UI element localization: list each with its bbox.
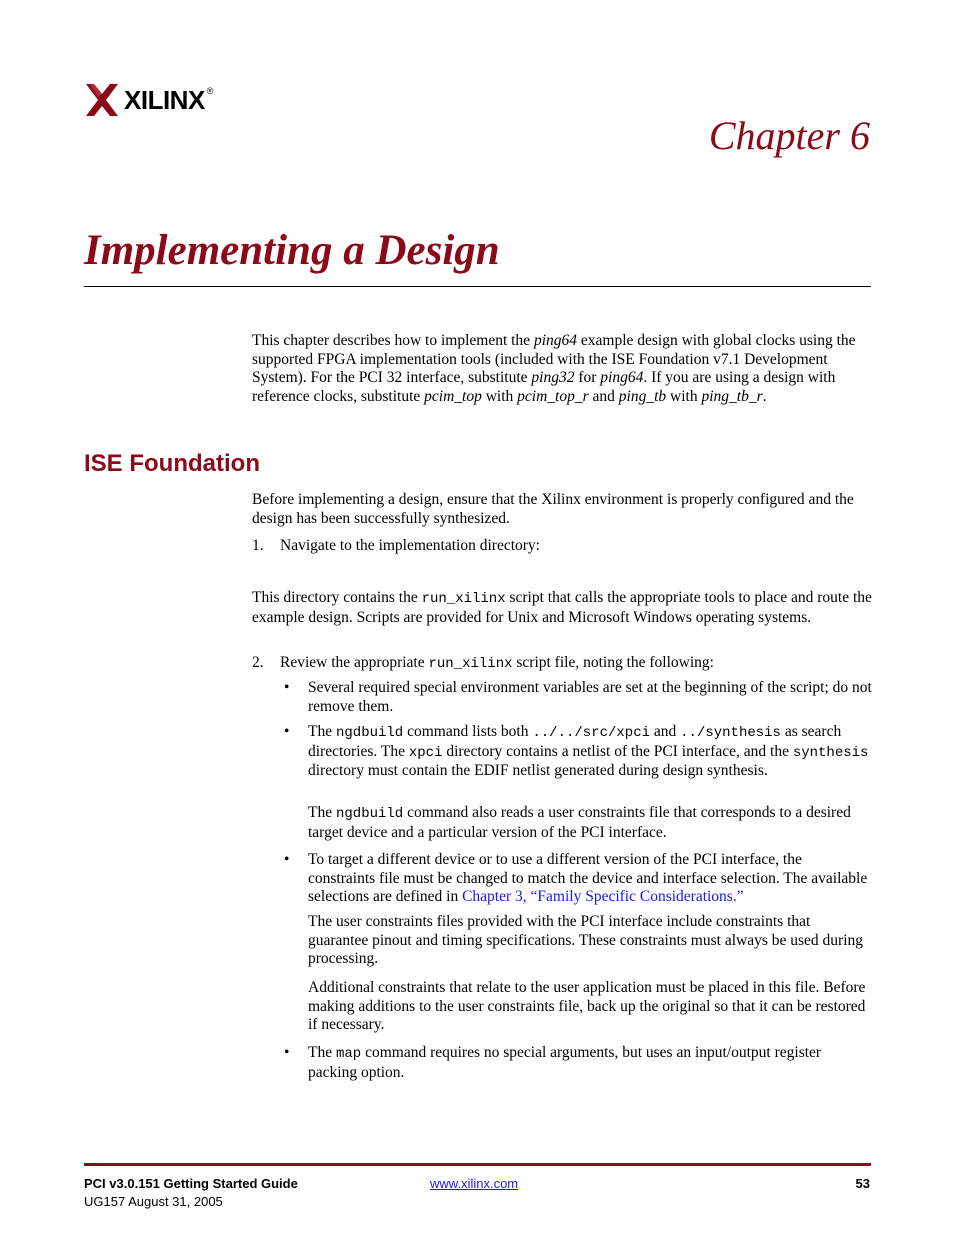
bullet-2: The ngdbuild command lists both ../../src/xpci and ../synthesis as search directories. The xpci directory contains a netlist of the PCI interface, and the synthesis directory must contain the EDIF netlist generated during design synthesis. (308, 723, 869, 780)
bullet-marker: • (284, 679, 290, 696)
bullet-2-continuation: The ngdbuild command also reads a user constraints file that corresponds to a desired target device and a particular version of the PCI interface. (308, 804, 851, 841)
footer-doc-date: UG157 August 31, 2005 (84, 1194, 223, 1209)
chapter-3-link[interactable]: Chapter 3, “Family Specific Considerations.” (462, 888, 744, 906)
section-paragraph: Before implementing a design, ensure that the Xilinx environment is properly configured and the design has been successfully synthesized. (252, 491, 854, 527)
logo-wordmark: XILINX (124, 85, 205, 115)
bullet-1: Several required special environment variables are set at the beginning of the script; do not remove them. (308, 679, 872, 715)
step-number: 2. (252, 654, 264, 671)
footer-divider (84, 1163, 871, 1166)
xilinx-logo-icon (84, 82, 120, 118)
bullet-marker: • (284, 723, 290, 740)
footer-url-link[interactable]: www.xilinx.com (430, 1176, 519, 1191)
step-text: Navigate to the implementation directory: (280, 537, 540, 554)
intro-paragraph: This chapter describes how to implement the ping64 example design with global clocks using the supported FPGA implementation tools (included with the ISE Foundation v7.1 Development System). For the PCI 32 interface, substitute ping32 for ping64. If you are using a design with reference clocks, substitute pcim_top with pcim_top_r and ping_tb with ping_tb_r. (252, 332, 856, 405)
step-2 (252, 654, 872, 674)
bullet-marker: • (284, 851, 290, 868)
step-1 (252, 537, 872, 557)
xilinx-logo (84, 82, 213, 118)
bullet-4: The map command requires no special arguments, but uses an input/output register packing option. (308, 1044, 822, 1081)
section-heading: ISE Foundation (84, 450, 260, 477)
step-text: Review the appropriate run_xilinx script file, noting the following: (280, 654, 714, 672)
bullet-marker: • (284, 1044, 290, 1061)
title-divider (84, 286, 871, 287)
footer-doc-title: PCI v3.0.151 Getting Started Guide (84, 1176, 298, 1191)
directory-paragraph: This directory contains the run_xilinx script that calls the appropriate tools to place and route the example design. Scripts are provided for Unix and Microsoft Windows operating systems. (252, 589, 872, 626)
bullet-3-continuation-1: The user constraints files provided with the PCI interface include constraints that guarantee pinout and timing specifications. These constraints must always be used during processing. (308, 913, 864, 968)
page-number: 53 (855, 1176, 870, 1191)
step-number: 1. (252, 537, 264, 554)
bullet-3-continuation-2: Additional constraints that relate to the user application must be placed in this file. Before making additions to the user constraints file, back up the original so that it can be restored if necessary. (308, 979, 866, 1034)
page-title: Implementing a Design (84, 227, 500, 274)
chapter-label: Chapter 6 (708, 113, 870, 158)
bullet-3: To target a different device or to use a different version of the PCI interface, the constraints file must be changed to match the device and interface selection. The available selections are defined in Chapter 3, “Family Specific Considerations.” (308, 851, 868, 906)
registered-mark: ® (206, 86, 214, 96)
